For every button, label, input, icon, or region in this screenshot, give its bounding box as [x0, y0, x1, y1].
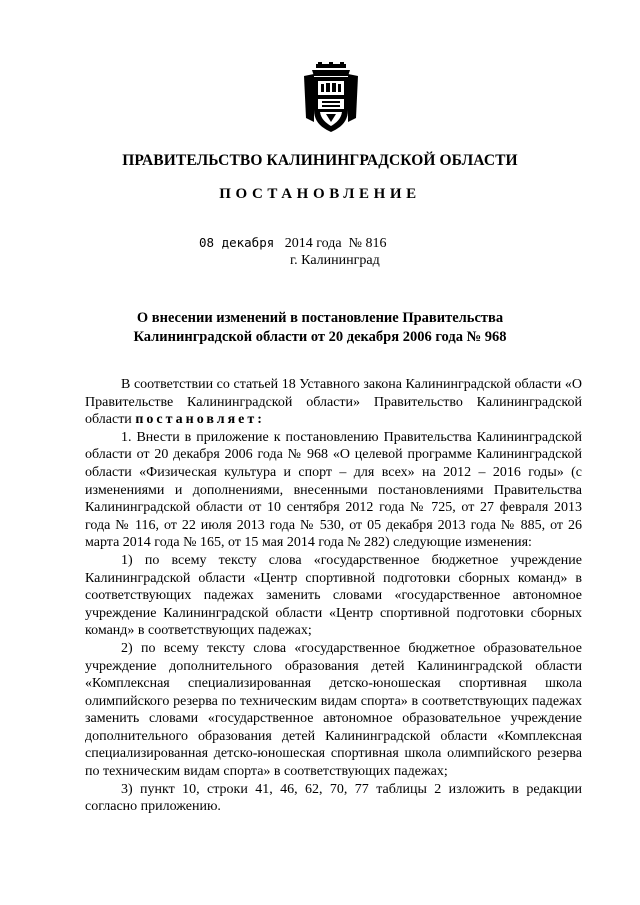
subitem-3-paragraph: 3) пункт 10, строки 41, 46, 62, 70, 77 таблицы 2 изложить в редакции согласно приложению.: [85, 781, 582, 815]
document-year: 2014 года: [284, 236, 342, 251]
document-subject: [0, 309, 640, 347]
preamble-paragraph: [85, 376, 582, 429]
document-city: г. Калининград: [290, 253, 380, 268]
subject-line-2: Калининградской области от 20 декабря 2006 года № 968: [133, 329, 507, 345]
organization-title: ПРАВИТЕЛЬСТВО КАЛИНИНГРАДСКОЙ ОБЛАСТИ: [122, 152, 518, 169]
document-date-line: [199, 235, 386, 252]
document-type-title: ПОСТАНОВЛЕНИЕ: [219, 186, 421, 202]
document-number: № 816: [348, 236, 387, 251]
item-1-paragraph: 1. Внести в приложение к постановлению Правительства Калининградской области от 20 декабря 2006 года № 968 «О целевой программе Калининградской области «Физическая культура и спорт – для всех» на 2012 – 2016 годы» (с изменениями и дополнениями, внесенными постановлениями Правительства Калининградской области от 10 сентября 2012 года № 725, от 27 февраля 2013 года № 116, от 22 июля 2013 года № 530, от 05 декабря 2013 года № 885, от 26 марта 2014 года № 165, от 15 мая 2014 года № 282) следующие изменения:: [85, 429, 582, 551]
document-body: [85, 376, 582, 816]
subject-line-1: О внесении изменений в постановление Правительства: [136, 310, 504, 326]
coat-of-arms-emblem: [302, 62, 360, 134]
preamble-action: постановляет:: [135, 412, 265, 428]
preamble-text: В соответствии со статьей 18 Уставного закона Калининградской области «О Правительстве Калининградской области» Правительство Калининградской области: [85, 377, 582, 428]
document-date: 08 декабря: [199, 235, 275, 250]
subitem-2-paragraph: 2) по всему тексту слова «государственное бюджетное образовательное учреждение дополнительного образования детей Калининградской области «Комплексная специализированная детско-юношеская спортивная школа олимпийского резерва по техническим видам спорта» в соответствующих падежах заменить словами «государственное автономное образовательное учреждение дополнительного образования детей Калининградской области «Комплексная специализированная детско-юношеская спортивная школа олимпийского резерва по техническим видам спорта» в соответствующих падежах;: [85, 640, 582, 780]
subitem-1-paragraph: 1) по всему тексту слова «государственное бюджетное учреждение Калининградской области «Центр спортивной подготовки сборных команд» в соответствующих падежах заменить словами «государственное автономное учреждение Калининградской области «Центр спортивной подготовки сборных команд» в соответствующих падежах;: [85, 552, 582, 639]
